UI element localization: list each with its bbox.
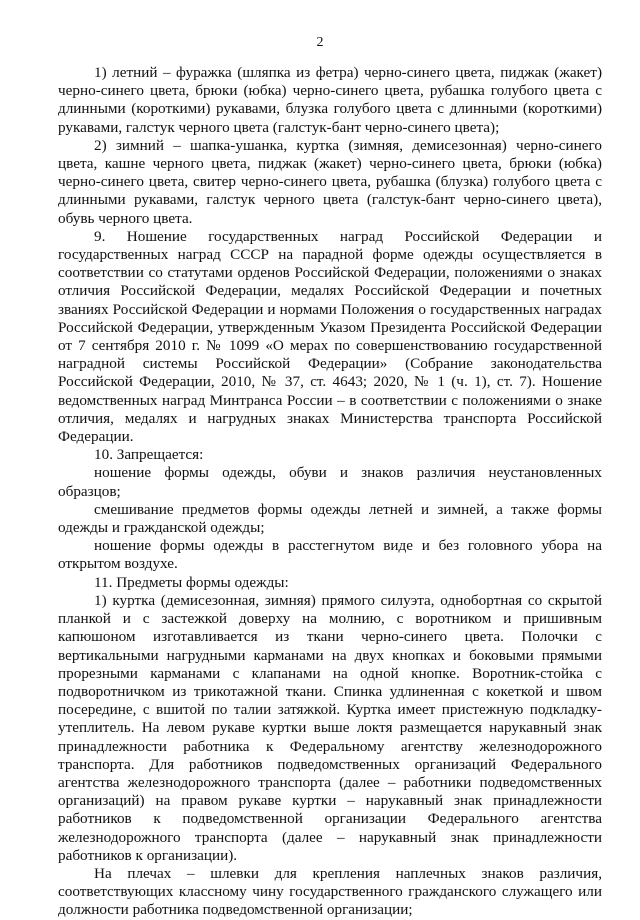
paragraph-prohibition-1: ношение формы одежды, обуви и знаков различия неустановленных образцов; <box>58 464 602 500</box>
paragraph-prohibition-3: ношение формы одежды в расстегнутом виде и без головного убора на открытом воздухе. <box>58 537 602 573</box>
paragraph-summer-uniform: 1) летний – фуражка (шляпка из фетра) черно-синего цвета, пиджак (жакет) черно-синего цвета, брюки (юбка) черно-синего цвета, рубашка голубого цвета с длинными (короткими) рукавами, блузка голубого цвета с длинными (короткими) рукавами, галстук черного цвета (галстук-бант черно-синего цвета); <box>58 64 602 136</box>
paragraph-winter-uniform: 2) зимний – шапка-ушанка, куртка (зимняя, демисезонная) черно-синего цвета, кашне черного цвета, пиджак (жакет) черно-синего цвета, брюки (юбка) черно-синего цвета, свитер черно-синего цвета, рубашка (блузка) голубого цвета с длинными рукавами, галстук черного цвета (галстук-бант черно-синего цвета), обувь черного цвета. <box>58 136 602 227</box>
paragraph-shoulder-loops: На плечах – шлевки для крепления наплечных знаков различия, соответствующих классному чину государственного гражданского служащего или должности работника подведомственной организации; <box>58 864 602 919</box>
page-number: 2 <box>316 35 324 50</box>
paragraph-prohibition-2: смешивание предметов формы одежды летней и зимней, а также формы одежды и гражданской одежды; <box>58 500 602 537</box>
paragraph-section-11-heading: 11. Предметы формы одежды: <box>94 573 289 591</box>
paragraph-section-10-heading: 10. Запрещается: <box>94 446 204 464</box>
paragraph-section-9-awards: 9. Ношение государственных наград Российской Федерации и государственных наград СССР на парадной форме одежды осуществляется в соответствии со статутами орденов Российской Федерации, положениями о знаках отличия Российской Федерации, медалях Российской Федерации и почетных званиях Российской Федерации и нормами Положения о государственных наградах Российской Федерации, утвержденным Указом Президента Российской Федерации от 7 сентября 2010 г. № 1099 «О мерах по совершенствованию государственной наградной системы Российской Федерации» (Собрание законодательства Российской Федерации, 2010, № 37, ст. 4643; 2020, № 1 (ч. 1), ст. 7). Ношение ведомственных наград Минтранса России – в соответствии с положениями о знаке отличия, медалях и нагрудных знаках Министерства транспорта Российской Федерации. <box>58 227 602 446</box>
paragraph-jacket-description: 1) куртка (демисезонная, зимняя) прямого силуэта, однобортная со скрытой планкой и с застежкой доверху на молнию, с воротником и пришивным капюшоном изготавливается из ткани черно-синего цвета. Полочки с вертикальными нагрудными карманами на двух кнопках и боковыми прямыми прорезными карманами с клапанами на одной кнопке. Воротник-стойка с подворотничком из трикотажной ткани. Спинка удлиненная с кокеткой и швом посередине, с вшитой по талии затяжкой. Куртка имеет пристежную подкладку-утеплитель. На левом рукаве куртки выше локтя размещается нарукавный знак принадлежности работника к Федеральному агентству железнодорожного транспорта. Для работников подведомственных организаций Федерального агентства железнодорожного транспорта (далее – работники подведомственных организаций) на правом рукаве куртки – нарукавный знак принадлежности работников к подведомственной организации Федерального агентства железнодорожного транспорта (далее – нарукавный знак принадлежности работников к организации). <box>58 591 602 864</box>
document-body <box>58 64 602 920</box>
